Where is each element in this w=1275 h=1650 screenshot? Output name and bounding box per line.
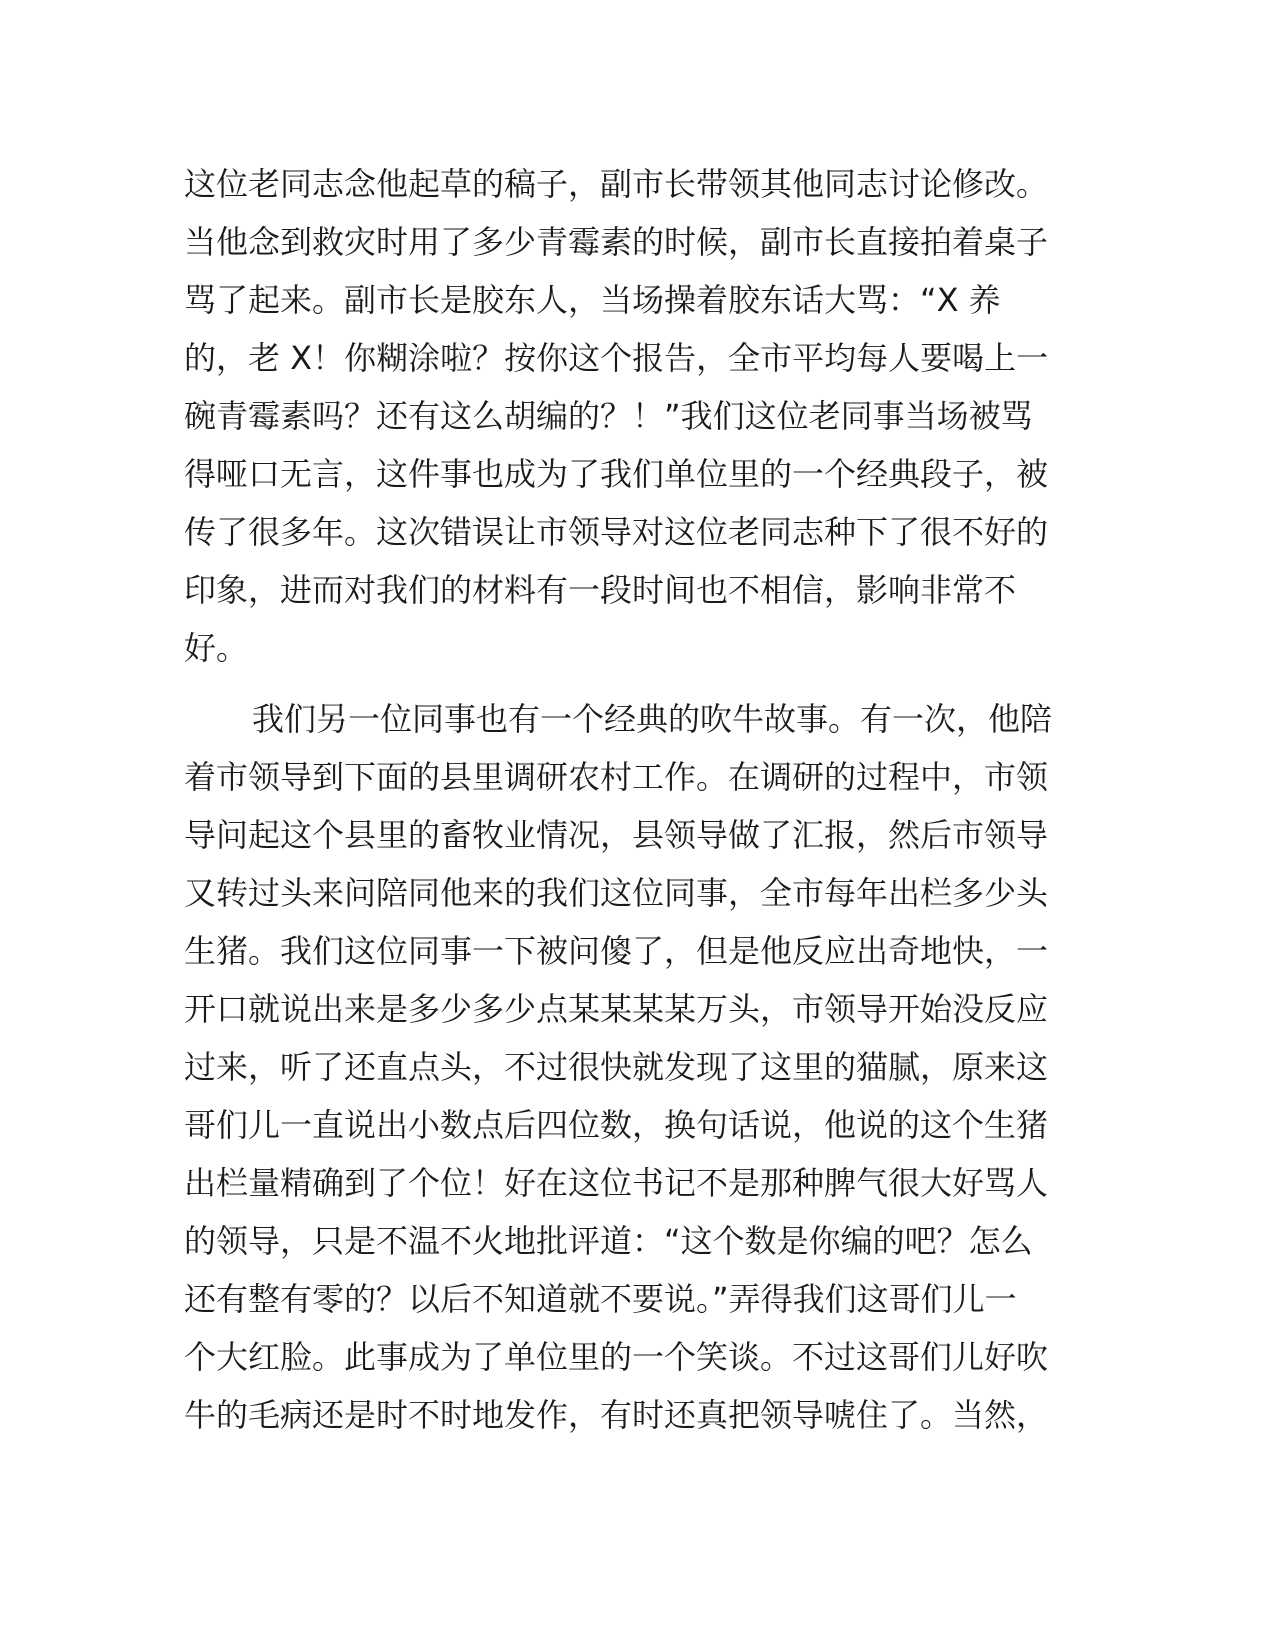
paragraph-line: 的，老 X！你糊涂啦？按你这个报告，全市平均每人要喝上一 bbox=[184, 339, 1049, 377]
paragraph-line: 生猪。我们这位同事一下被问傻了，但是他反应出奇地快，一 bbox=[184, 932, 1049, 970]
paragraph-line: 导问起这个县里的畜牧业情况，县领导做了汇报，然后市领导 bbox=[184, 816, 1049, 854]
paragraph-line: 传了很多年。这次错误让市领导对这位老同志种下了很不好的 bbox=[184, 513, 1049, 551]
paragraph-line: 这位老同志念他起草的稿子，副市长带领其他同志讨论修改。 bbox=[184, 165, 1049, 203]
paragraph-2 bbox=[184, 690, 1091, 1444]
paragraph-line: 哥们儿一直说出小数点后四位数，换句话说，他说的这个生猪 bbox=[184, 1106, 1049, 1144]
paragraph-1 bbox=[184, 155, 1091, 677]
paragraph-line: 又转过头来问陪同他来的我们这位同事，全市每年出栏多少头 bbox=[184, 874, 1049, 912]
paragraph-line: 开口就说出来是多少多少点某某某某万头，市领导开始没反应 bbox=[184, 990, 1049, 1028]
paragraph-line: 当他念到救灾时用了多少青霉素的时候，副市长直接拍着桌子 bbox=[184, 223, 1049, 261]
paragraph-line: 着市领导到下面的县里调研农村工作。在调研的过程中，市领 bbox=[184, 758, 1049, 796]
paragraph-first-line: 我们另一位同事也有一个经典的吹牛故事。有一次，他陪 bbox=[252, 700, 1053, 738]
paragraph-line: 还有整有零的？以后不知道就不要说。”弄得我们这哥们儿一 bbox=[184, 1280, 1017, 1318]
paragraph-line: 碗青霉素吗？还有这么胡编的？！”我们这位老同事当场被骂 bbox=[184, 397, 1033, 435]
paragraph-line: 个大红脸。此事成为了单位里的一个笑谈。不过这哥们儿好吹 bbox=[184, 1338, 1049, 1376]
paragraph-line: 得哑口无言，这件事也成为了我们单位里的一个经典段子，被 bbox=[184, 455, 1049, 493]
paragraph-line: 的领导，只是不温不火地批评道：“这个数是你编的吧？怎么 bbox=[184, 1222, 1033, 1260]
paragraph-line: 过来，听了还直点头，不过很快就发现了这里的猫腻，原来这 bbox=[184, 1048, 1049, 1086]
paragraph-line: 骂了起来。副市长是胶东人，当场操着胶东话大骂：“X 养 bbox=[184, 281, 1001, 319]
paragraph-line: 出栏量精确到了个位！好在这位书记不是那种脾气很大好骂人 bbox=[184, 1164, 1049, 1202]
paragraph-line: 好。 bbox=[184, 629, 249, 667]
paragraph-line: 印象，进而对我们的材料有一段时间也不相信，影响非常不 bbox=[184, 571, 1017, 609]
paragraph-line: 牛的毛病还是时不时地发作，有时还真把领导唬住了。当然， bbox=[184, 1396, 1049, 1434]
